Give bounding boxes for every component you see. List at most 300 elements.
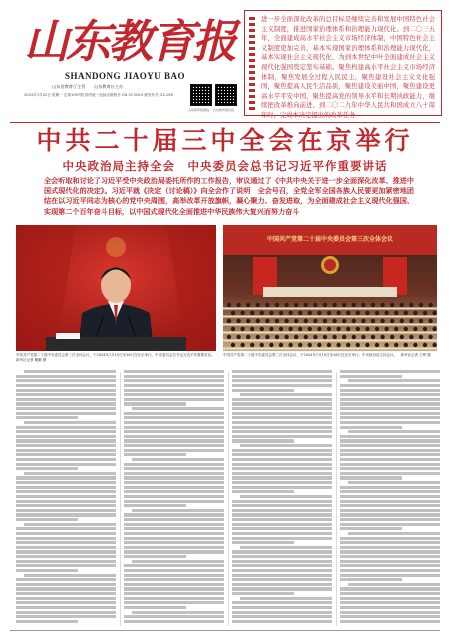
text-line <box>232 398 332 401</box>
audience-member <box>294 303 298 307</box>
audience-member <box>256 319 260 323</box>
audience-member <box>332 335 336 339</box>
text-line <box>240 444 332 447</box>
audience-member <box>323 303 327 307</box>
audience-member <box>380 335 384 339</box>
text-line <box>16 583 116 586</box>
audience-member <box>227 335 231 339</box>
audience-member <box>256 303 260 307</box>
speaker-illustration <box>16 225 216 351</box>
audience-member <box>432 327 436 331</box>
text-line <box>340 444 440 447</box>
text-line <box>232 472 332 475</box>
text-line <box>124 541 224 544</box>
audience-member <box>342 319 346 323</box>
audience-member <box>294 335 298 339</box>
text-line <box>340 439 440 442</box>
text-line <box>340 560 440 563</box>
audience-member <box>327 343 331 347</box>
text-line <box>348 481 440 484</box>
text-line <box>348 430 440 433</box>
text-line <box>340 606 440 609</box>
text-line <box>16 449 116 452</box>
text-line <box>232 463 332 466</box>
text-line <box>232 458 332 461</box>
text-line <box>16 611 116 614</box>
text-line <box>124 467 224 470</box>
audience-member <box>284 335 288 339</box>
text-column <box>232 370 332 628</box>
audience-member <box>327 311 331 315</box>
text-line <box>340 393 440 396</box>
qr-code-icon <box>215 84 237 106</box>
text-line <box>124 564 224 567</box>
text-line <box>340 513 440 516</box>
text-column <box>16 370 116 628</box>
text-line <box>340 569 440 572</box>
text-line <box>340 495 440 498</box>
audience-member <box>298 327 302 331</box>
divider <box>10 630 440 631</box>
text-line <box>24 370 116 373</box>
text-line <box>340 601 440 604</box>
column-divider <box>228 372 229 626</box>
audience-member <box>423 343 427 347</box>
text-line <box>16 435 116 438</box>
text-line <box>124 463 224 466</box>
audience-member <box>384 311 388 315</box>
text-line <box>232 467 332 470</box>
text-line <box>124 523 224 526</box>
text-line <box>232 476 332 479</box>
audience-member <box>246 319 250 323</box>
audience-member <box>371 319 375 323</box>
text-line <box>232 601 332 604</box>
audience-member <box>384 327 388 331</box>
text-line <box>232 523 332 526</box>
audience-member <box>432 311 436 315</box>
text-line <box>232 449 332 452</box>
text-line <box>16 500 116 503</box>
audience-member <box>275 319 279 323</box>
newspaper-logo: 山东教育报 <box>24 15 235 68</box>
text-line <box>124 435 224 438</box>
text-line <box>16 578 116 581</box>
text-line <box>24 574 116 577</box>
text-line <box>124 426 224 429</box>
text-line <box>132 407 224 410</box>
audience-member <box>250 311 254 315</box>
text-line <box>340 518 440 521</box>
text-line <box>24 421 116 424</box>
text-line <box>340 389 440 392</box>
audience-member <box>409 319 413 323</box>
audience-member <box>317 311 321 315</box>
audience-member <box>428 303 432 307</box>
text-line <box>232 587 332 590</box>
text-line <box>340 412 440 415</box>
audience-member <box>336 343 340 347</box>
text-line <box>124 504 186 507</box>
text-line <box>124 453 186 456</box>
audience-member <box>409 303 413 307</box>
text-line <box>16 518 78 521</box>
text-line <box>340 490 440 493</box>
audience-member <box>390 335 394 339</box>
text-line <box>124 476 224 479</box>
photo-plenary-session <box>223 225 437 351</box>
text-line <box>16 402 116 405</box>
masthead <box>0 0 450 119</box>
text-line <box>340 375 402 378</box>
text-line <box>124 412 224 415</box>
text-line <box>16 550 116 553</box>
audience-member <box>400 335 404 339</box>
audience-member <box>432 343 436 347</box>
text-line <box>340 402 440 405</box>
audience-member <box>260 327 264 331</box>
text-line <box>124 569 224 572</box>
text-line <box>340 476 402 479</box>
audience-member <box>413 311 417 315</box>
desk-row <box>223 308 437 310</box>
text-line <box>124 490 224 493</box>
audience-member <box>308 311 312 315</box>
text-line <box>340 449 440 452</box>
text-line <box>24 472 116 475</box>
text-line <box>340 463 440 466</box>
audience-member <box>246 335 250 339</box>
audience-member <box>260 311 264 315</box>
main-headline: 中共二十届三中全会在京举行 <box>36 126 414 155</box>
text-line <box>240 495 332 498</box>
audience-member <box>236 303 240 307</box>
text-line <box>232 555 332 558</box>
text-line <box>232 532 332 535</box>
audience-member <box>394 327 398 331</box>
text-line <box>16 601 116 604</box>
audience-member <box>288 327 292 331</box>
text-line <box>124 379 224 382</box>
desk-row <box>223 324 437 326</box>
banner-text: 中国共产党第二十届中央委员会第三次全体会议 <box>266 236 394 243</box>
text-line <box>232 569 332 572</box>
audience-member <box>279 327 283 331</box>
text-line <box>232 550 332 553</box>
text-line <box>124 486 224 489</box>
subheadline: 中央政治局主持全会 中央委员会总书记习近平作重要讲话 <box>62 159 388 173</box>
audience-member <box>265 319 269 323</box>
audience-member <box>404 343 408 347</box>
audience-member <box>384 343 388 347</box>
text-line <box>232 430 332 433</box>
text-line <box>340 407 440 410</box>
text-line <box>124 597 224 600</box>
text-line <box>240 546 332 549</box>
text-line <box>16 398 116 401</box>
photo-caption: 中国共产党第二十届中央委员会第三次全体会议，于2024年7月15日至18日在北京举行。中央政治局主持会议。 新华社记者 王晔 摄 <box>223 353 431 357</box>
qr-caption: 山东教育报抖音 <box>213 108 235 112</box>
text-line <box>124 416 224 419</box>
audience-member <box>375 327 379 331</box>
text-line <box>232 407 332 410</box>
text-line <box>16 537 116 540</box>
text-line <box>340 587 440 590</box>
text-line <box>232 435 332 438</box>
text-line <box>232 426 332 429</box>
audience-member <box>260 343 264 347</box>
audience-member <box>356 327 360 331</box>
audience-member <box>375 343 379 347</box>
audience-member <box>409 335 413 339</box>
audience-member <box>352 319 356 323</box>
audience-member <box>342 303 346 307</box>
text-line <box>16 463 116 466</box>
text-line <box>340 555 440 558</box>
text-line <box>16 412 116 415</box>
text-line <box>16 555 116 558</box>
text-line <box>340 384 440 387</box>
audience-member <box>332 303 336 307</box>
text-line <box>124 550 224 553</box>
audience-member <box>284 303 288 307</box>
desk-row <box>223 348 437 350</box>
article-body <box>16 370 440 628</box>
audience-member <box>423 311 427 315</box>
text-line <box>340 527 402 530</box>
text-line <box>340 486 440 489</box>
audience-member <box>365 343 369 347</box>
masthead-sponsors: 山东省教育厅主管 山东教育社主办 <box>52 84 124 89</box>
audience-member <box>240 327 244 331</box>
text-line <box>124 439 224 442</box>
audience-member <box>400 303 404 307</box>
text-line <box>340 435 440 438</box>
text-line <box>124 430 224 433</box>
audience-member <box>352 303 356 307</box>
qr-caption: 山东教育报微信 <box>188 108 210 112</box>
text-line <box>16 564 116 567</box>
text-line <box>340 416 440 419</box>
text-line <box>132 509 224 512</box>
text-line <box>340 523 440 526</box>
lead-paragraph: 全会听取和讨论了习近平受中央政治局委托所作的工作报告，审议通过了《中共中央关于进一步全面深化改革、推进中国式现代化的决定》。习近平就《决定（讨论稿）》向全会作了说明 全会号召，全党全军全国各族人民要更加紧密地团结在以习近平同志为核心的党中央周围，高举改革开放旗帜，凝心聚力、奋发进取，为全面建成社会主义现代化强国、实现第二个百年奋斗目标，以中国式现代化全面推进中华民族伟大复兴而努力奋斗 <box>44 176 414 216</box>
audience-member <box>419 335 423 339</box>
audience-member <box>279 311 283 315</box>
text-line <box>124 449 224 452</box>
text-line <box>124 601 224 604</box>
audience-member <box>298 343 302 347</box>
audience-member <box>400 319 404 323</box>
audience-member <box>323 319 327 323</box>
audience-member <box>265 335 269 339</box>
text-line <box>124 574 224 577</box>
text-line <box>124 606 186 609</box>
text-line <box>232 384 332 387</box>
text-line <box>340 546 440 549</box>
masthead-pinyin: SHANDONG JIAOYU BAO <box>65 71 186 81</box>
audience-member <box>346 343 350 347</box>
text-line <box>232 486 332 489</box>
desk-row <box>223 316 437 318</box>
audience-member <box>356 311 360 315</box>
audience-member <box>298 311 302 315</box>
text-line <box>232 578 332 581</box>
text-line <box>16 587 116 590</box>
audience-member <box>394 343 398 347</box>
audience-member <box>279 343 283 347</box>
audience-member <box>419 319 423 323</box>
audience-member <box>365 311 369 315</box>
text-line <box>24 523 116 526</box>
text-line <box>124 578 224 581</box>
text-line <box>124 500 224 503</box>
text-line <box>16 509 116 512</box>
text-line <box>340 509 440 512</box>
text-line <box>232 500 332 503</box>
audience-member <box>275 303 279 307</box>
audience-member <box>380 319 384 323</box>
text-line <box>340 453 440 456</box>
text-line <box>232 564 332 567</box>
text-line <box>340 472 440 475</box>
audience-member <box>342 335 346 339</box>
text-column <box>340 370 440 628</box>
photo-speaker <box>16 225 216 351</box>
text-line <box>232 389 294 392</box>
text-line <box>16 513 116 516</box>
text-line <box>16 426 116 429</box>
text-line <box>124 402 186 405</box>
text-line <box>16 560 116 563</box>
audience-member <box>428 335 432 339</box>
audience-member <box>288 311 292 315</box>
audience-member <box>308 327 312 331</box>
audience-member <box>413 327 417 331</box>
audience-member <box>327 327 331 331</box>
qr-code-icon <box>190 84 212 106</box>
text-column <box>124 370 224 628</box>
desk-row <box>223 332 437 334</box>
audience-member <box>304 303 308 307</box>
audience-member <box>419 303 423 307</box>
text-line <box>124 555 186 558</box>
audience-member <box>428 319 432 323</box>
text-line <box>232 509 332 512</box>
audience-member <box>346 327 350 331</box>
text-line <box>232 504 332 507</box>
text-line <box>232 402 332 405</box>
audience-member <box>284 319 288 323</box>
text-line <box>232 375 332 378</box>
text-line <box>124 370 224 373</box>
text-line <box>240 597 332 600</box>
text-line <box>340 597 440 600</box>
text-line <box>340 421 440 424</box>
audience-member <box>317 343 321 347</box>
audience-member <box>250 343 254 347</box>
text-line <box>132 560 224 563</box>
text-line <box>232 370 332 373</box>
text-line <box>124 620 224 623</box>
text-line <box>340 592 440 595</box>
text-line <box>16 458 116 461</box>
audience-member <box>371 303 375 307</box>
text-line <box>340 504 440 507</box>
audience-member <box>265 303 269 307</box>
audience-member <box>313 319 317 323</box>
column-divider <box>120 372 121 626</box>
audience-member <box>227 303 231 307</box>
text-line <box>16 546 116 549</box>
text-line <box>16 481 116 484</box>
text-line <box>232 606 332 609</box>
text-line <box>16 416 78 419</box>
audience-member <box>336 311 340 315</box>
text-line <box>232 416 332 419</box>
text-line <box>16 541 116 544</box>
text-line <box>16 606 116 609</box>
text-line <box>340 398 440 401</box>
audience-member <box>236 319 240 323</box>
text-line <box>16 504 116 507</box>
audience-member <box>308 343 312 347</box>
audience-member <box>323 335 327 339</box>
text-line <box>340 611 440 614</box>
text-line <box>16 375 116 378</box>
text-line <box>124 615 224 618</box>
divider <box>10 122 440 123</box>
audience-member <box>313 335 317 339</box>
text-line <box>232 439 294 442</box>
text-line <box>124 472 224 475</box>
text-line <box>124 384 224 387</box>
text-line <box>232 481 332 484</box>
audience-member <box>313 303 317 307</box>
text-line <box>232 379 332 382</box>
text-line <box>16 476 116 479</box>
audience-member <box>390 319 394 323</box>
text-line <box>16 430 116 433</box>
audience-member <box>390 303 394 307</box>
audience-member <box>240 343 244 347</box>
text-line <box>16 389 116 392</box>
text-line <box>232 620 332 623</box>
text-line <box>240 393 332 396</box>
audience-member <box>246 303 250 307</box>
text-line <box>124 375 224 378</box>
text-line <box>16 495 116 498</box>
audience-member <box>375 311 379 315</box>
text-line <box>124 527 224 530</box>
text-line <box>232 560 332 563</box>
audience-member <box>404 311 408 315</box>
audience-member <box>413 343 417 347</box>
text-line <box>132 458 224 461</box>
text-line <box>348 379 440 382</box>
text-line <box>16 393 116 396</box>
plenary-hall-illustration <box>223 225 437 351</box>
audience-member <box>231 343 235 347</box>
audience-member <box>240 311 244 315</box>
text-line <box>124 444 224 447</box>
text-line <box>232 537 332 540</box>
text-line <box>232 490 294 493</box>
text-line <box>16 615 116 618</box>
text-line <box>124 421 224 424</box>
text-line <box>340 615 440 618</box>
text-line <box>232 574 332 577</box>
